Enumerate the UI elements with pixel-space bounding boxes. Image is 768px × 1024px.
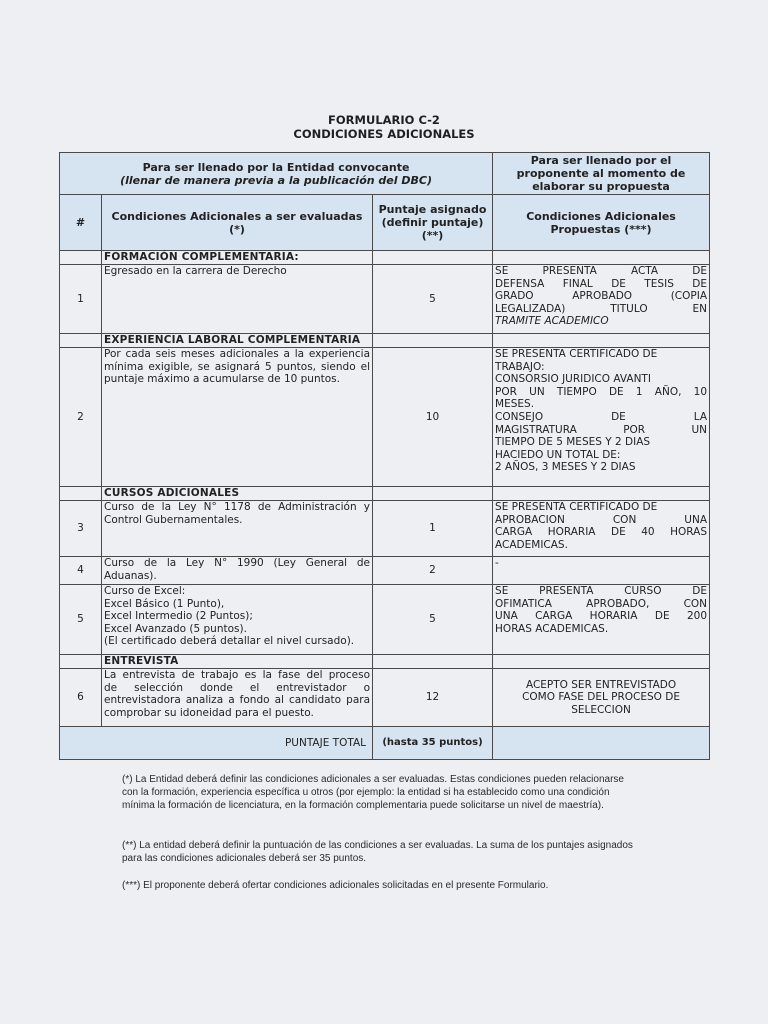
condition-line: La entrevista de trabajo es la fase del proceso — [104, 669, 370, 681]
table-row — [60, 348, 710, 487]
proposal-line: ACEPTO SER ENTREVISTADO — [525, 678, 677, 691]
table-row — [60, 669, 710, 727]
row-points: 5 — [373, 585, 493, 655]
proposal-line: OFIMATICA APROBADO, CON — [495, 597, 708, 610]
empty-cell — [493, 487, 710, 501]
proposal-line: COMO FASE DEL PROCESO DE — [522, 691, 680, 704]
footnote-3: (***) El proponente deberá ofertar condiciones adicionales solicitadas en el presente Formulario. — [122, 880, 549, 891]
proposal-line: POR UN TIEMPO DE 1 AÑO, 10 — [495, 385, 708, 398]
table-row — [60, 585, 710, 655]
empty-cell — [493, 251, 710, 265]
proposal-line: APROBACION CON UNA — [495, 513, 708, 526]
total-value: (hasta 35 puntos) — [373, 727, 493, 760]
total-label: PUNTAJE TOTAL — [60, 727, 373, 760]
empty-cell — [60, 334, 102, 348]
empty-cell — [373, 487, 493, 501]
empty-cell — [373, 655, 493, 669]
proposal-line: TRABAJO: — [495, 360, 545, 373]
empty-cell — [373, 251, 493, 265]
row-number: 1 — [60, 265, 102, 334]
form-title — [0, 113, 768, 141]
row-points: 5 — [373, 265, 493, 334]
condition-line: Excel Básico (1 Punto), — [104, 597, 225, 610]
section-formacion: FORMACIÓN COMPLEMENTARIA: — [102, 251, 373, 265]
row-points: 10 — [373, 348, 493, 487]
proposal-line: CONSORSIO JURIDICO AVANTI — [495, 373, 651, 386]
proposal-line: HACIEDO UN TOTAL DE: — [495, 448, 621, 461]
proposal-line: HORAS ACADEMICAS. — [495, 622, 609, 635]
condition-line: Aduanas). — [104, 569, 157, 582]
empty-cell — [60, 251, 102, 265]
entity-header-line1: Para ser llenado por la Entidad convocante — [142, 160, 410, 174]
section-cursos: CURSOS ADICIONALES — [102, 487, 373, 501]
form-title-line2: CONDICIONES ADICIONALES — [293, 127, 475, 141]
proposal-line: SE PRESENTA CERTIFICADO DE — [495, 348, 658, 360]
header-row-columns — [60, 195, 710, 251]
proponent-header: Para ser llenado por el proponente al momento de elaborar su propuesta — [493, 153, 710, 195]
footnote-1: (*) La Entidad deberá definir las condiciones adicionales a ser evaluadas. Estas condiciones pueden relacionarse con la formación, experiencia específica u otros (por ejemplo: la entidad si ha establecido como una condición mínima la formación de licenciatura, en la formación complementaria puede solicitarse un nivel de maestría). — [122, 774, 624, 811]
condition-line: comprobar su idoneidad para el puesto. — [104, 706, 314, 719]
empty-cell — [60, 487, 102, 501]
footnote-2: (**) La entidad deberá definir la puntuación de las condiciones a ser evaluadas. La suma de los puntajes asignados para las condiciones adicionales deberá ser 35 puntos. — [122, 840, 633, 864]
condition-line: Curso de la Ley N° 1178 de Administración y — [104, 501, 370, 513]
condition-line: Curso de la Ley N° 1990 (Ley General de — [104, 557, 370, 569]
col-conditions-header: Condiciones Adicionales a ser evaluadas (*) — [102, 195, 373, 251]
col-num-header: # — [60, 195, 102, 251]
row-proposal — [493, 348, 710, 487]
proposal-line: MESES. — [495, 398, 535, 411]
table-row — [60, 557, 710, 585]
row-points: 1 — [373, 501, 493, 557]
row-condition — [102, 348, 373, 487]
entity-header — [60, 153, 493, 195]
condition-line: entrevistadora analiza a fondo al candidato para — [104, 694, 370, 707]
total-proposal-cell — [493, 727, 710, 760]
proposal-line: MAGISTRATURA POR UN — [495, 423, 708, 436]
row-condition — [102, 669, 373, 727]
section-entrevista: ENTREVISTA — [102, 655, 373, 669]
proposal-line: CONSEJO DE LA — [495, 410, 708, 423]
condition-line: Por cada seis meses adicionales a la experiencia — [104, 348, 370, 360]
row-proposal — [493, 501, 710, 557]
proposal-line: TRAMITE ACADEMICO — [495, 315, 609, 328]
row-points: 2 — [373, 557, 493, 585]
proposal-line: SE PRESENTA CURSO DE — [495, 585, 708, 597]
row-points: 12 — [373, 669, 493, 727]
row-proposal — [493, 669, 710, 727]
total-row — [60, 727, 710, 760]
proposal-line: GRADO APROBADO (COPIA — [495, 290, 708, 303]
proposal-line: SELECCION — [571, 703, 631, 716]
row-number: 5 — [60, 585, 102, 655]
row-number: 4 — [60, 557, 102, 585]
table-row — [60, 501, 710, 557]
row-condition — [102, 557, 373, 585]
section-row-entrevista — [60, 655, 710, 669]
proposal-line: LEGALIZADA) TITULO EN — [495, 302, 708, 315]
header-row-top — [60, 153, 710, 195]
section-row-cursos — [60, 487, 710, 501]
condition-line: de selección donde el entrevistador o — [104, 681, 370, 694]
row-number: 2 — [60, 348, 102, 487]
condition-line: Excel Intermedio (2 Puntos); — [104, 610, 253, 623]
row-proposal — [493, 585, 710, 655]
empty-cell — [493, 334, 710, 348]
conditions-table — [59, 152, 710, 760]
condition-line: (El certificado deberá detallar el nivel cursado). — [104, 635, 355, 648]
row-condition: Egresado en la carrera de Derecho — [102, 265, 373, 334]
row-number: 3 — [60, 501, 102, 557]
section-experiencia: EXPERIENCIA LABORAL COMPLEMENTARIA — [102, 334, 373, 348]
condition-line: puntaje máximo a acumularse de 10 puntos. — [104, 373, 340, 386]
proposal-line: TIEMPO DE 5 MESES Y 2 DIAS — [495, 436, 651, 449]
proposal-line: SE PRESENTA CERTIFICADO DE — [495, 501, 658, 513]
section-row-formacion — [60, 251, 710, 265]
row-proposal: - — [493, 557, 710, 585]
row-number: 6 — [60, 669, 102, 727]
proposal-line: DEFENSA FINAL DE TESIS DE — [495, 277, 708, 290]
entity-header-line2: (llenar de manera previa a la publicación del DBC) — [120, 173, 432, 187]
proposal-line: ACADEMICAS. — [495, 538, 568, 551]
empty-cell — [373, 334, 493, 348]
row-condition — [102, 501, 373, 557]
empty-cell — [493, 655, 710, 669]
condition-line: Control Gubernamentales. — [104, 513, 243, 526]
row-condition — [102, 585, 373, 655]
table-row — [60, 265, 710, 334]
col-proposed-header: Condiciones Adicionales Propuestas (***) — [493, 195, 710, 251]
section-row-experiencia — [60, 334, 710, 348]
proposal-line: CARGA HORARIA DE 40 HORAS — [495, 526, 708, 539]
empty-cell — [60, 655, 102, 669]
condition-line: Excel Avanzado (5 puntos). — [104, 622, 247, 635]
condition-line: mínima exigible, se asignará 5 puntos, siendo el — [104, 360, 370, 373]
row-proposal — [493, 265, 710, 334]
condition-line: Curso de Excel: — [104, 585, 186, 597]
col-points-header: Puntaje asignado (definir puntaje) (**) — [373, 195, 493, 251]
form-title-line1: FORMULARIO C-2 — [328, 113, 440, 127]
proposal-line: SE PRESENTA ACTA DE — [495, 265, 708, 277]
proposal-line: 2 AÑOS, 3 MESES Y 2 DIAS — [495, 461, 636, 474]
proposal-line: UNA CARGA HORARIA DE 200 — [495, 610, 708, 623]
